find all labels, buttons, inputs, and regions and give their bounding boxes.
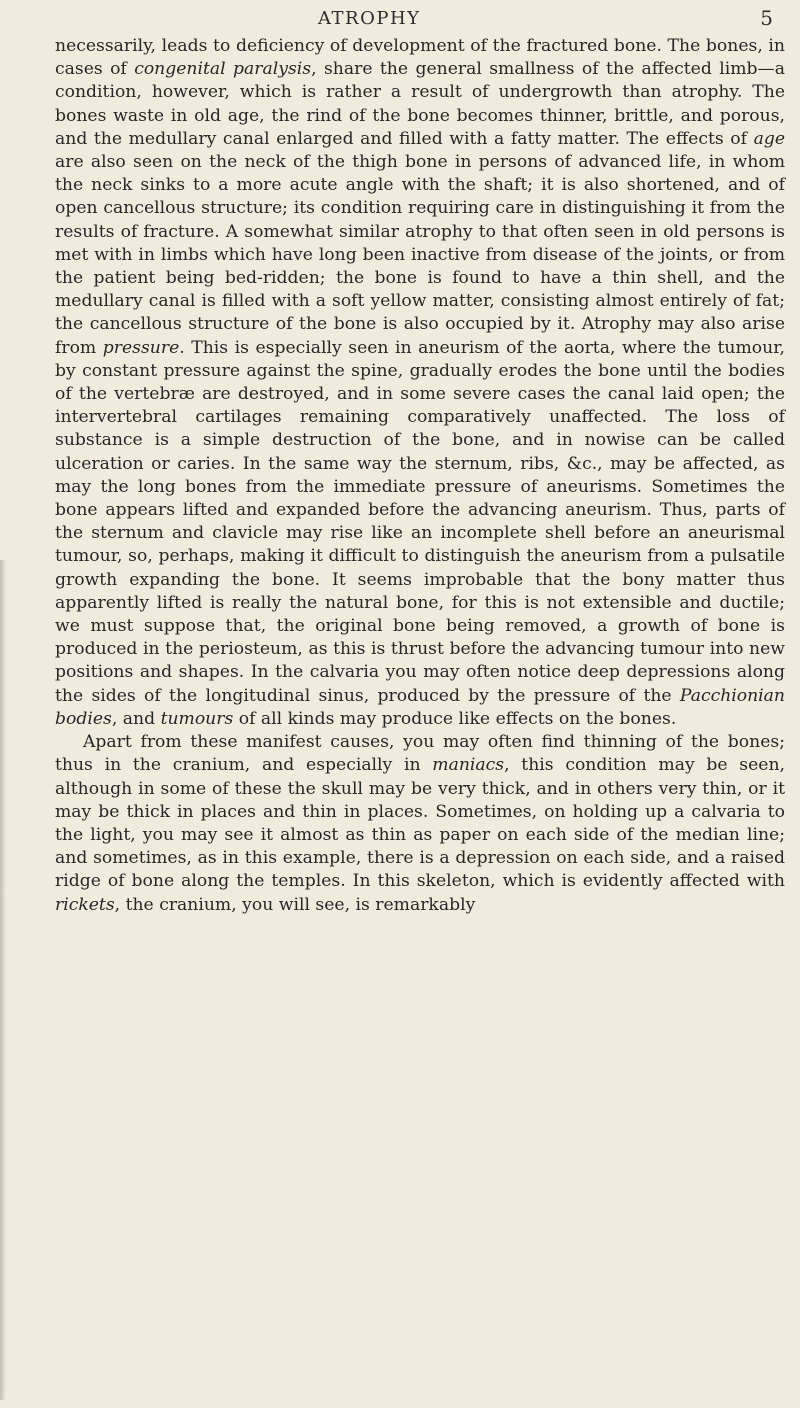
italic-phrase: age xyxy=(753,128,785,149)
body-text xyxy=(55,35,785,917)
text-run: are also seen on the neck of the thigh bone in persons of advanced life, in whom the neck sinks to a more acute angle with the shaft; it is also shortened, and of open cancellous structure; its condition requiring care in distinguishing it from the results of fracture. A somewhat similar atrophy to that often seen in old persons is met with in limbs which have long been inactive from disease of the joints, or from the patient being bed-ridden; the bone is found to have a thin shell, and the medullary canal is filled with a soft yellow matter, consisting almost entirely of fat; the cancellous structure of the bone is also occupied by it. Atrophy may also arise from xyxy=(55,152,785,358)
text-run: , share the general smallness of the affected limb—a condition, however, which is rather a result of undergrowth than atrophy. The bones waste in old age, the rind of the bone becomes thinner, brittle, and porous, and the medullary canal enlarged and filled with a fatty matter. The effects of xyxy=(55,59,785,149)
italic-phrase: Pacchionian bodies xyxy=(55,685,785,729)
italic-phrase: pressure xyxy=(102,337,180,358)
text-run: , and xyxy=(111,708,161,729)
text-run: of all kinds may produce like effects on the bones. xyxy=(233,708,677,729)
text-run: necessarily, leads to deficiency of development of the fractured bone. The bones, in cases of xyxy=(55,36,785,80)
italic-phrase: rickets xyxy=(55,894,115,915)
paragraph-1 xyxy=(55,35,785,731)
text-run: . This is especially seen in aneurism of the aorta, where the tumour, by constant pressure against the spine, gradually erodes the bone until the bodies of the vertebræ are destroyed, and in some severe cases the canal laid open; the intervertebral cartilages remaining comparatively unaffected. The loss of substance is a simple destruction of the bone, and in nowise can be called ulceration or caries. In the same way the sternum, ribs, &c., may be affected, as may the long bones from the immediate pressure of aneurisms. Sometimes the bone appears lifted and expanded before the advancing aneurism. Thus, parts of the sternum and clavicle may rise like an incomplete shell before an aneurismal tumour, so, perhaps, making it difficult to distinguish the aneurism from a pulsatile growth expanding the bone. It seems improbable that the bony matter thus apparently lifted is really the natural bone, for this is not extensible and ductile; we must suppose that, the original bone being removed, a growth of bone is produced in the periosteum, as this is thrust before the advancing tumour into new positions and shapes. In the calvaria you may often notice deep depressions along the sides of the longitudinal sinus, produced by the pressure of the xyxy=(55,337,785,706)
binding-shadow xyxy=(0,560,6,1400)
italic-phrase: maniacs xyxy=(432,755,505,776)
text-run: , the cranium, you will see, is remarkably xyxy=(114,894,476,915)
running-head xyxy=(0,6,800,36)
italic-phrase: tumours xyxy=(160,708,234,729)
paragraph-2 xyxy=(55,731,785,917)
text-run: Apart from these manifest causes, you may often find thinning of the bones; thus in the cranium, and especially in xyxy=(55,732,785,776)
italic-phrase: congenital paralysis xyxy=(134,59,312,80)
page-number: 5 xyxy=(760,6,773,30)
text-run: , this condition may be seen, although in some of these the skull may be very thick, and in others very thin, or it may be thick in places and thin in places. Sometimes, on holding up a calvaria to the light, you may see it almost as thin as paper on each side of the median line; and sometimes, as in this example, there is a depression on each side, and a raised ridge of bone along the temples. In this skeleton, which is evidently affected with xyxy=(55,755,785,892)
running-title: ATROPHY xyxy=(318,8,421,29)
